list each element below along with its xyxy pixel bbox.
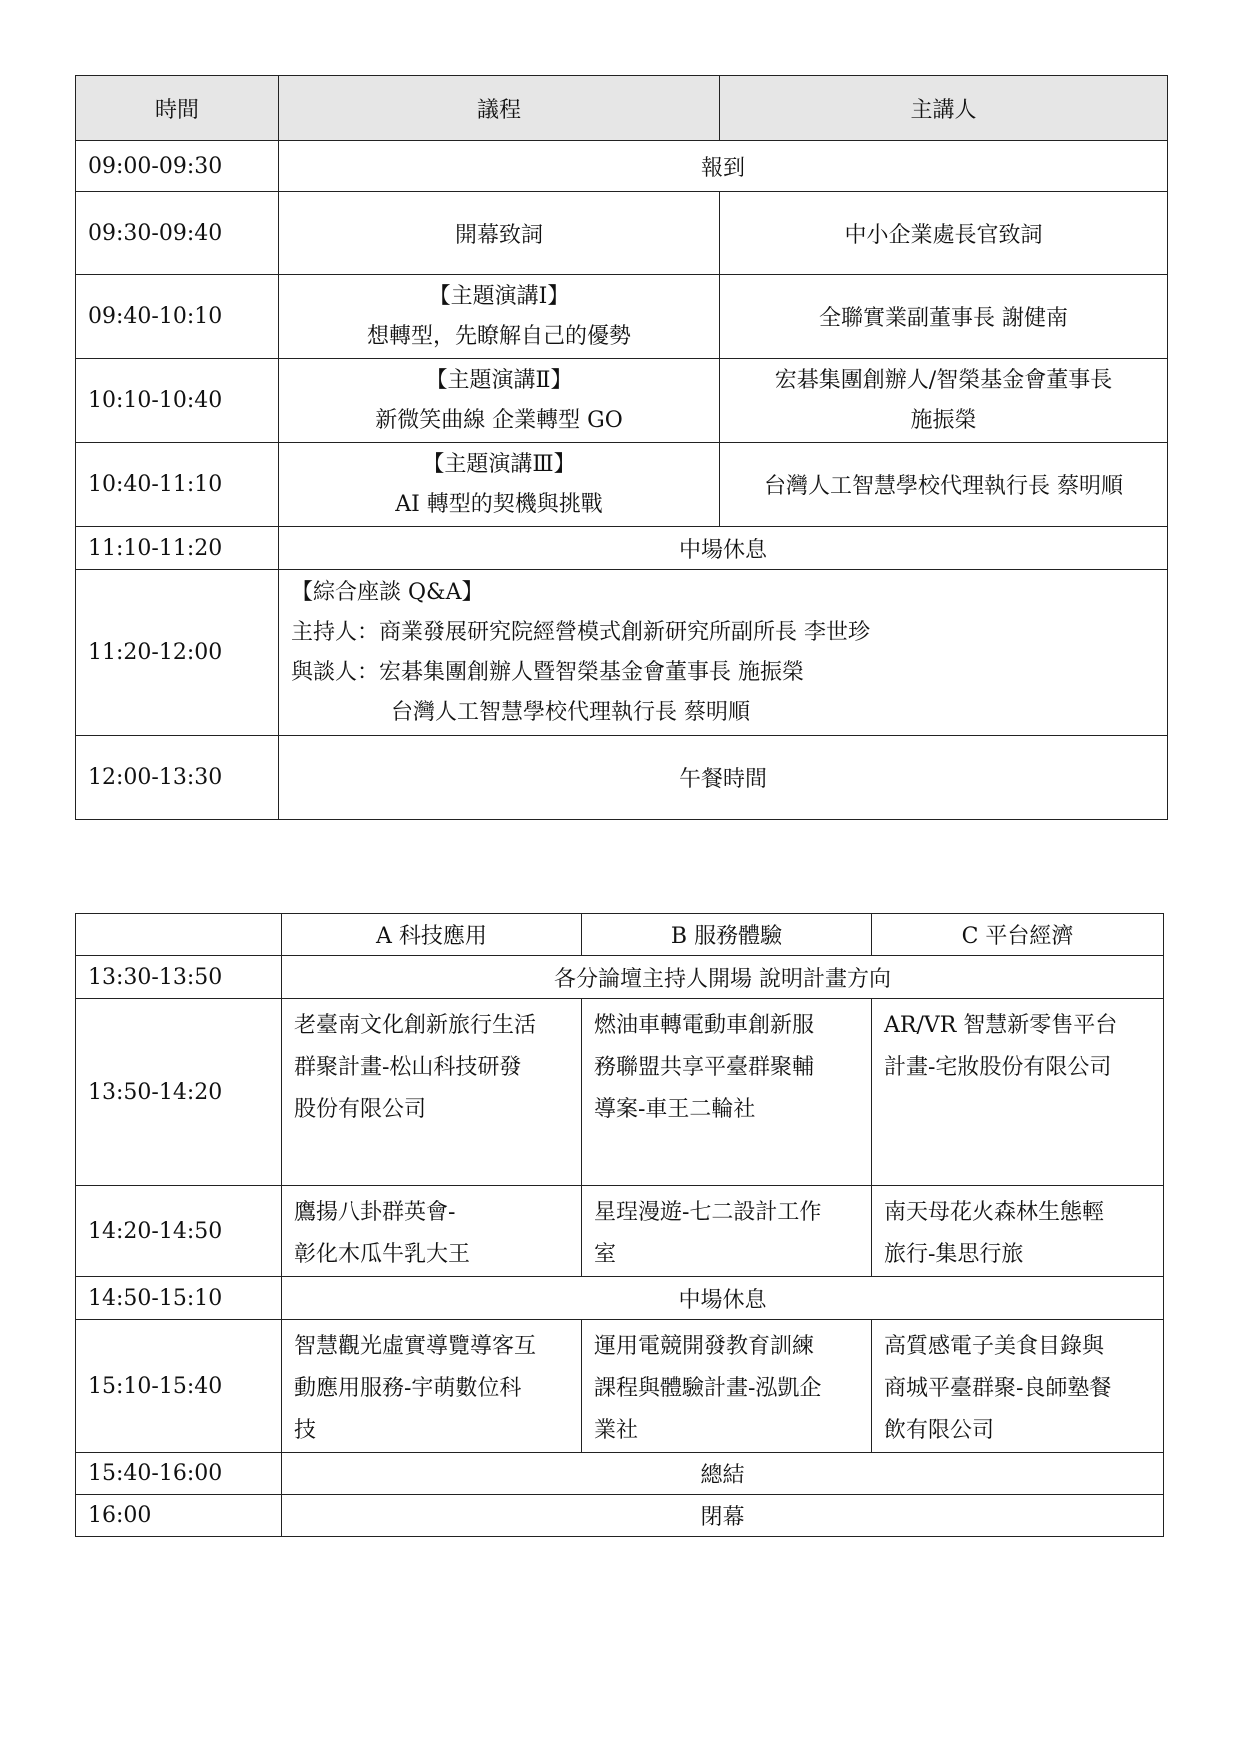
panel-speaker: 與談人：宏碁集團創辦人暨智榮基金會董事長 施振榮 [291, 659, 804, 685]
merged-cell: 午餐時間 [279, 736, 1168, 820]
table-row [76, 736, 1168, 820]
time-cell: 14:20-14:50 [76, 1186, 282, 1277]
table-row [76, 141, 1168, 192]
header-blank [76, 914, 282, 956]
table-row [76, 1495, 1164, 1537]
merged-cell: 報到 [279, 141, 1168, 192]
track-c-cell [872, 1320, 1164, 1453]
table-row [76, 956, 1164, 999]
table-row [76, 275, 1168, 359]
panel-host: 主持人：商業發展研究院經營模式創新研究所副所長 李世珍 [291, 619, 870, 645]
time-cell: 14:50-15:10 [76, 1277, 282, 1320]
track-a-cell [282, 1320, 582, 1453]
program-topic: 新微笑曲線 企業轉型 GO [375, 407, 623, 433]
cell-line: 運用電競開發教育訓練 [594, 1334, 815, 1359]
track-a-cell [282, 1186, 582, 1277]
program-title: 【主題演講Ⅲ】 [422, 451, 576, 477]
cell-line: 鷹揚八卦群英會- [294, 1200, 456, 1225]
cell-line: 動應用服務-宇萌數位科 [294, 1376, 522, 1401]
track-a-cell [282, 999, 582, 1186]
track-c-cell [872, 999, 1164, 1186]
cell-line: 星珵漫遊-七二設計工作 [594, 1200, 822, 1225]
cell-line: 業社 [594, 1418, 639, 1443]
table-row [76, 359, 1168, 443]
panel-title: 【綜合座談 Q&A】 [291, 579, 484, 605]
header-speaker: 主講人 [720, 76, 1168, 141]
table-row [76, 1453, 1164, 1495]
table-row [76, 192, 1168, 275]
table-row [76, 443, 1168, 527]
track-c-cell [872, 1186, 1164, 1277]
merged-cell: 各分論壇主持人開場 說明計畫方向 [282, 956, 1164, 999]
speaker-line: 宏碁集團創辦人/智榮基金會董事長 [774, 367, 1113, 393]
table-row [76, 527, 1168, 570]
time-cell: 15:40-16:00 [76, 1453, 282, 1495]
cell-line: 商城平臺群聚-良師塾餐 [884, 1376, 1112, 1401]
cell-line: 股份有限公司 [294, 1097, 427, 1122]
time-cell: 09:30-09:40 [76, 192, 279, 275]
time-cell: 10:40-11:10 [76, 443, 279, 527]
cell-line: 智慧觀光虛實導覽導客互 [294, 1334, 537, 1359]
header-program: 議程 [279, 76, 720, 141]
merged-cell: 閉幕 [282, 1495, 1164, 1537]
table-row [76, 570, 1168, 736]
header-time: 時間 [76, 76, 279, 141]
time-cell: 11:20-12:00 [76, 570, 279, 736]
time-cell: 09:00-09:30 [76, 141, 279, 192]
merged-cell: 中場休息 [282, 1277, 1164, 1320]
table-row [76, 1277, 1164, 1320]
time-cell: 12:00-13:30 [76, 736, 279, 820]
time-cell: 13:50-14:20 [76, 999, 282, 1186]
cell-line: 務聯盟共享平臺群聚輔 [594, 1055, 815, 1080]
cell-line: 彰化木瓜牛乳大王 [294, 1242, 471, 1267]
table-row [76, 1320, 1164, 1453]
time-cell: 16:00 [76, 1495, 282, 1537]
program-title: 【主題演講Ⅰ】 [428, 283, 570, 309]
speaker-cell [720, 359, 1168, 443]
morning-agenda-table [75, 75, 1168, 820]
program-topic: AI 轉型的契機與挑戰 [395, 491, 603, 517]
time-cell: 15:10-15:40 [76, 1320, 282, 1453]
header-track-c: C 平台經濟 [872, 914, 1164, 956]
track-b-cell [582, 999, 872, 1186]
cell-line: 南天母花火森林生態輕 [884, 1200, 1105, 1225]
time-cell: 09:40-10:10 [76, 275, 279, 359]
panel-speaker: 台灣人工智慧學校代理執行長 蔡明順 [391, 699, 750, 725]
cell-line: 導案-車王二輪社 [594, 1097, 756, 1122]
program-topic: 想轉型，先瞭解自己的優勢 [366, 323, 631, 349]
program-cell: 開幕致詞 [279, 192, 720, 275]
table-header-row [76, 914, 1164, 956]
cell-line: 高質感電子美食目錄與 [884, 1334, 1105, 1359]
cell-line: 室 [594, 1242, 617, 1267]
cell-line: 技 [294, 1418, 317, 1443]
speaker-line: 施振榮 [910, 407, 977, 433]
speaker-cell: 中小企業處長官致詞 [720, 192, 1168, 275]
cell-line: 飲有限公司 [884, 1418, 995, 1443]
merged-cell: 中場休息 [279, 527, 1168, 570]
header-track-a: A 科技應用 [282, 914, 582, 956]
speaker-cell: 全聯實業副董事長 謝健南 [720, 275, 1168, 359]
panel-cell [279, 570, 1168, 736]
track-b-cell [582, 1320, 872, 1453]
afternoon-forum-table [75, 913, 1164, 1537]
merged-cell: 總結 [282, 1453, 1164, 1495]
table-row [76, 999, 1164, 1186]
time-cell: 13:30-13:50 [76, 956, 282, 999]
cell-line: 課程與體驗計畫-泓凱企 [594, 1376, 822, 1401]
program-title: 【主題演講Ⅱ】 [425, 367, 573, 393]
table-header-row [76, 76, 1168, 141]
speaker-cell: 台灣人工智慧學校代理執行長 蔡明順 [720, 443, 1168, 527]
header-track-b: B 服務體驗 [582, 914, 872, 956]
track-b-cell [582, 1186, 872, 1277]
cell-line: 老臺南文化創新旅行生活 [294, 1013, 537, 1038]
cell-line: 計畫-宅妝股份有限公司 [884, 1055, 1112, 1080]
cell-line: 燃油車轉電動車創新服 [594, 1013, 815, 1038]
cell-line: AR/VR 智慧新零售平台 [884, 1013, 1118, 1038]
time-cell: 11:10-11:20 [76, 527, 279, 570]
table-row [76, 1186, 1164, 1277]
program-cell [279, 359, 720, 443]
program-cell [279, 443, 720, 527]
time-cell: 10:10-10:40 [76, 359, 279, 443]
cell-line: 旅行-集思行旅 [884, 1242, 1024, 1267]
program-cell [279, 275, 720, 359]
cell-line: 群聚計畫-松山科技研發 [294, 1055, 522, 1080]
